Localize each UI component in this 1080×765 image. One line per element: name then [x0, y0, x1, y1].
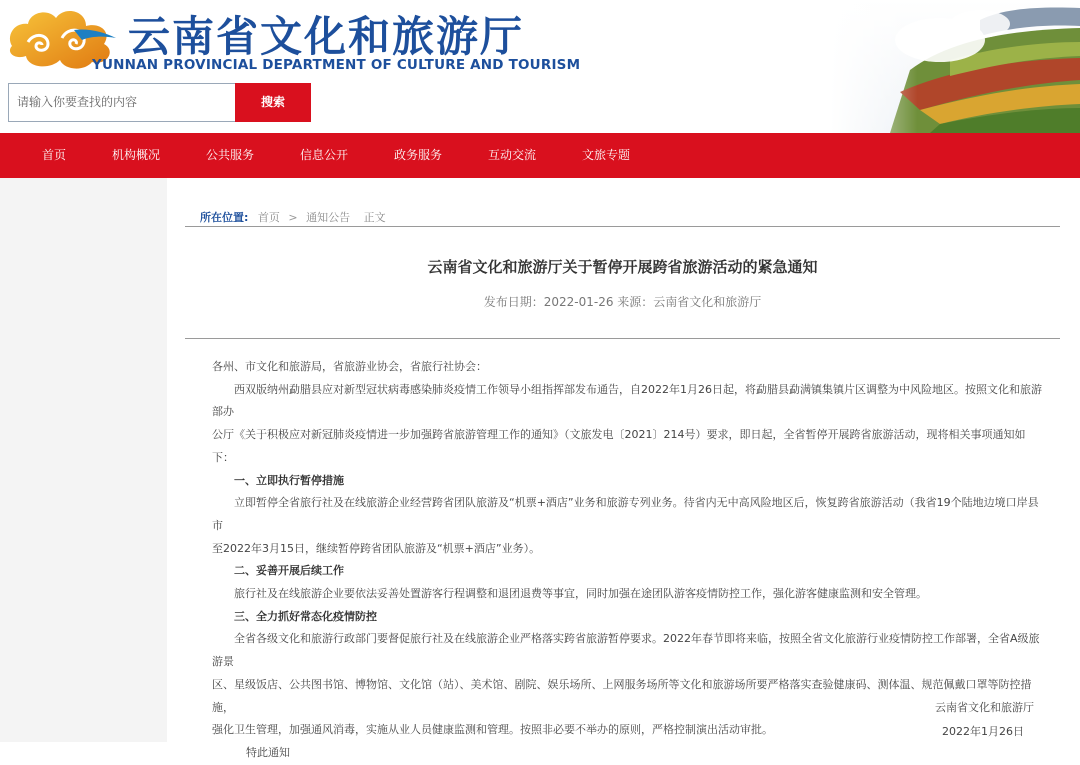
- breadcrumb-label: 所在位置:: [200, 211, 249, 224]
- divider-top: [185, 226, 1060, 227]
- nav-item-home[interactable]: 首页: [42, 148, 67, 162]
- breadcrumb-separator: >: [288, 211, 298, 224]
- signature-date: 2022年1月26日: [942, 725, 1024, 738]
- article-body: [212, 356, 1042, 765]
- nav-item-info-disclosure[interactable]: 信息公开: [300, 148, 349, 162]
- breadcrumb-home-link[interactable]: 首页: [257, 211, 280, 224]
- site-header: [0, 0, 1080, 133]
- salutation: 各州、市文化和旅游局，省旅游业协会，省旅行社协会：: [212, 360, 487, 373]
- paragraph: 区、星级饭店、公共图书馆、博物馆、文化馆（站）、美术馆、剧院、娱乐场所、上网服务场所等文化和旅游场所要严格落实查验健康码、测体温、规范佩戴口罩等防控措施，: [212, 677, 1032, 714]
- nav-item-topics[interactable]: 文旅专题: [582, 148, 631, 162]
- nav-item-organization[interactable]: 机构概况: [112, 148, 161, 162]
- paragraph: 公厅《关于积极应对新冠肺炎疫情进一步加强跨省旅游管理工作的通知》（文旅发电〔2021〕214号）要求，即日起，全省暂停开展跨省旅游活动，现将相关事项通知如下：: [212, 428, 1026, 464]
- nav-item-public-service[interactable]: 公共服务: [206, 148, 255, 162]
- left-sidebar: [0, 178, 167, 742]
- breadcrumb-current: 正文: [363, 211, 386, 224]
- paragraph: 至2022年3月15日，继续暂停跨省团队旅游及“机票+酒店”业务）。: [212, 541, 541, 555]
- site-subtitle-en: YUNNAN PROVINCIAL DEPARTMENT OF CULTURE AND TOURISM: [92, 57, 581, 73]
- paragraph: 旅行社及在线旅游企业要依法妥善处置游客行程调整和退团退费等事宜，同时加强在途团队游客疫情防控工作，强化游客健康监测和安全管理。: [234, 587, 927, 601]
- section-heading: 三、全力抓好常态化疫情防控: [234, 609, 377, 623]
- nav-item-interaction[interactable]: 互动交流: [488, 148, 537, 162]
- article-title: 云南省文化和旅游厅关于暂停开展跨省旅游活动的紧急通知: [427, 258, 818, 276]
- paragraph: 强化卫生管理，加强通风消毒，实施从业人员健康监测和管理。按照非必要不举办的原则，严格控制演出活动审批。: [212, 723, 773, 737]
- terraced-fields-banner-icon: [830, 0, 1080, 133]
- article-panel: [167, 178, 1080, 759]
- divider-mid: [185, 338, 1060, 339]
- signature-org: 云南省文化和旅游厅: [935, 701, 1034, 714]
- site-title: 云南省文化和旅游厅: [128, 12, 525, 61]
- nav-item-gov-service[interactable]: 政务服务: [394, 148, 443, 162]
- closing-text: 特此通知: [246, 745, 290, 759]
- paragraph: 西双版纳州勐腊县应对新型冠状病毒感染肺炎疫情工作领导小组指挥部发布通告，自2022年1月26日起，将勐腊县勐满镇集镇片区调整为中风险地区。按照文化和旅游部办: [212, 382, 1042, 419]
- breadcrumb-notices-link[interactable]: 通知公告: [306, 211, 351, 224]
- paragraph: 立即暂停全省旅行社及在线旅游企业经营跨省团队旅游及“机票+酒店”业务和旅游专列业务。待省内无中高风险地区后，恢复跨省旅游活动（我省19个陆地边境口岸县市: [212, 496, 1039, 532]
- section-heading: 二、妥善开展后续工作: [234, 564, 344, 578]
- paragraph: 全省各级文化和旅游行政部门要督促旅行社及在线旅游企业严格落实跨省旅游暂停要求。2022年春节即将来临，按照全省文化旅游行业疫情防控工作部署，全省A级旅游景: [212, 632, 1040, 669]
- search-input[interactable]: 请输入你要查找的内容: [8, 83, 235, 122]
- search-button[interactable]: 搜索: [235, 83, 311, 122]
- article-meta: 发布日期：2022-01-26 来源：云南省文化和旅游厅: [483, 295, 762, 309]
- breadcrumb: [200, 209, 386, 225]
- main-nav: [0, 133, 1080, 178]
- section-heading: 一、立即执行暂停措施: [234, 473, 344, 487]
